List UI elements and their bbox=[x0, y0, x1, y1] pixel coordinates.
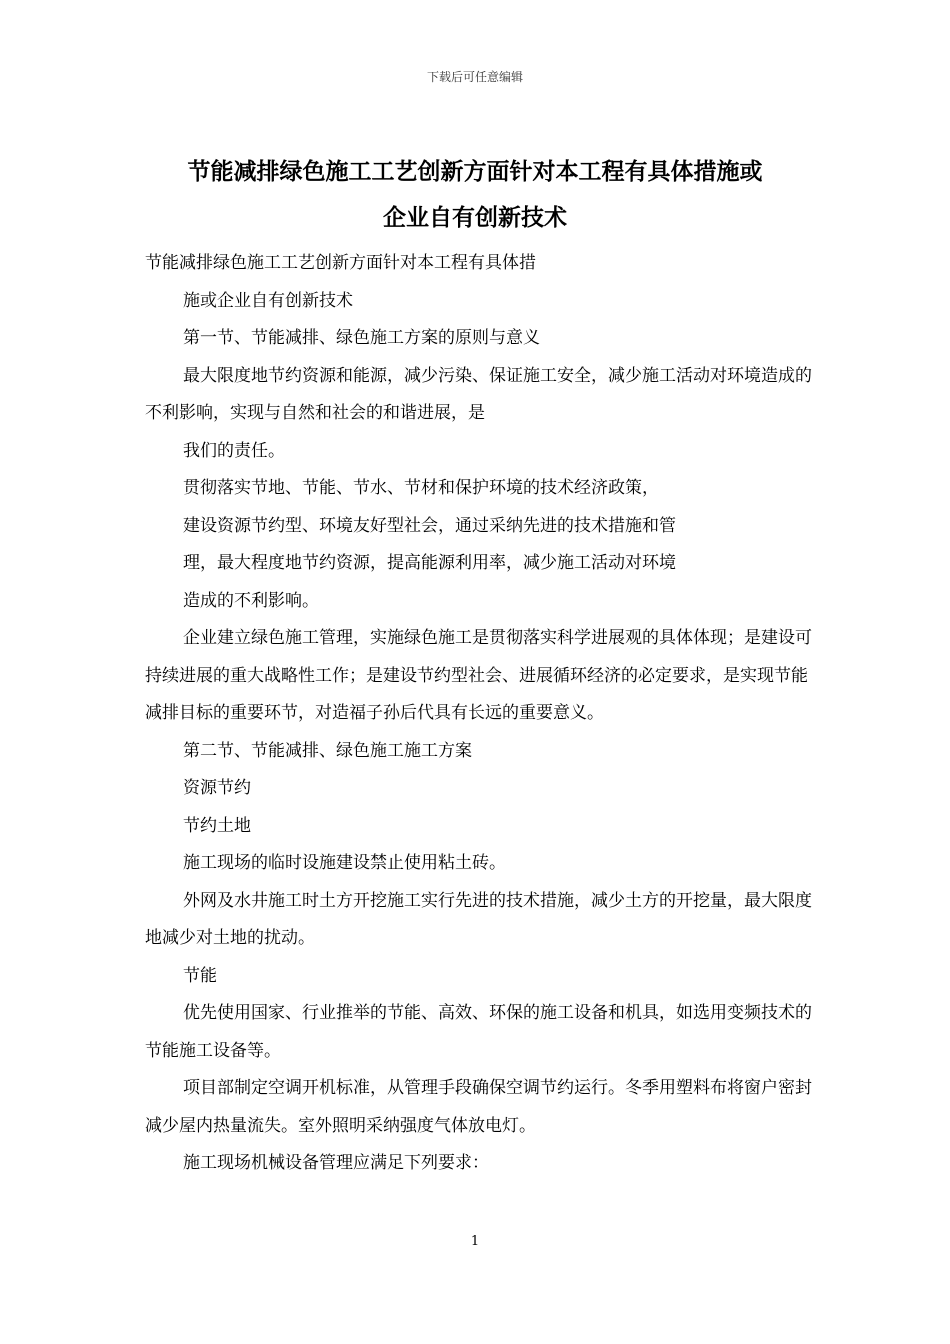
paragraph: 优先使用国家、行业推举的节能、高效、环保的施工设备和机具，如选用变频技术的节能施工设备等。 bbox=[145, 1003, 812, 1061]
paragraph: 造成的不利影响。 bbox=[183, 590, 319, 611]
paragraph: 建设资源节约型、环境友好型社会，通过采纳先进的技术措施和管 bbox=[183, 515, 676, 536]
paragraph: 施工现场的临时设施建设禁止使用粘土砖。 bbox=[183, 853, 506, 873]
paragraph: 施工现场机械设备管理应满足下列要求： bbox=[183, 1153, 489, 1173]
paragraph: 外网及水井施工时土方开挖施工实行先进的技术措施，减少土方的开挖量，最大限度地减少对土地的扰动。 bbox=[145, 890, 812, 948]
paragraph: 项目部制定空调开机标准，从管理手段确保空调节约运行。冬季用塑料布将窗户密封减少屋内热量流失。室外照明采纳强度气体放电灯。 bbox=[145, 1078, 812, 1136]
subheading: 节能 bbox=[183, 965, 217, 986]
paragraph: 施或企业自有创新技术 bbox=[183, 290, 353, 311]
section-heading: 第一节、节能减排、绿色施工方案的原则与意义 bbox=[183, 328, 540, 348]
paragraph: 最大限度地节约资源和能源，减少污染、保证施工安全，减少施工活动对环境造成的不利影响，实现与自然和社会的和谐进展，是 bbox=[145, 365, 812, 423]
paragraph: 节能减排绿色施工工艺创新方面针对本工程有具体措 bbox=[145, 253, 536, 273]
page-number: 1 bbox=[470, 1234, 480, 1249]
paragraph: 企业建立绿色施工管理，实施绿色施工是贯彻落实科学进展观的具体体现；是建设可持续进展的重大战略性工作；是建设节约型社会、进展循环经济的必定要求，是实现节能减排目标的重要环节，对造福子孙后代具有长远的重要意义。 bbox=[145, 628, 812, 723]
document-body bbox=[145, 245, 815, 1183]
subheading: 节约土地 bbox=[183, 815, 251, 836]
header-note: 下载后可任意编辑 bbox=[426, 70, 523, 84]
section-heading: 第二节、节能减排、绿色施工施工方案 bbox=[183, 740, 472, 761]
subheading: 资源节约 bbox=[183, 778, 251, 798]
document-title-line-2: 企业自有创新技术 bbox=[383, 205, 567, 231]
document-title-line-1: 节能减排绿色施工工艺创新方面针对本工程有具体措施或 bbox=[187, 159, 763, 185]
paragraph: 理，最大程度地节约资源，提高能源利用率，减少施工活动对环境 bbox=[183, 553, 676, 573]
paragraph: 贯彻落实节地、节能、节水、节材和保护环境的技术经济政策， bbox=[183, 478, 659, 498]
paragraph: 我们的责任。 bbox=[183, 440, 285, 461]
